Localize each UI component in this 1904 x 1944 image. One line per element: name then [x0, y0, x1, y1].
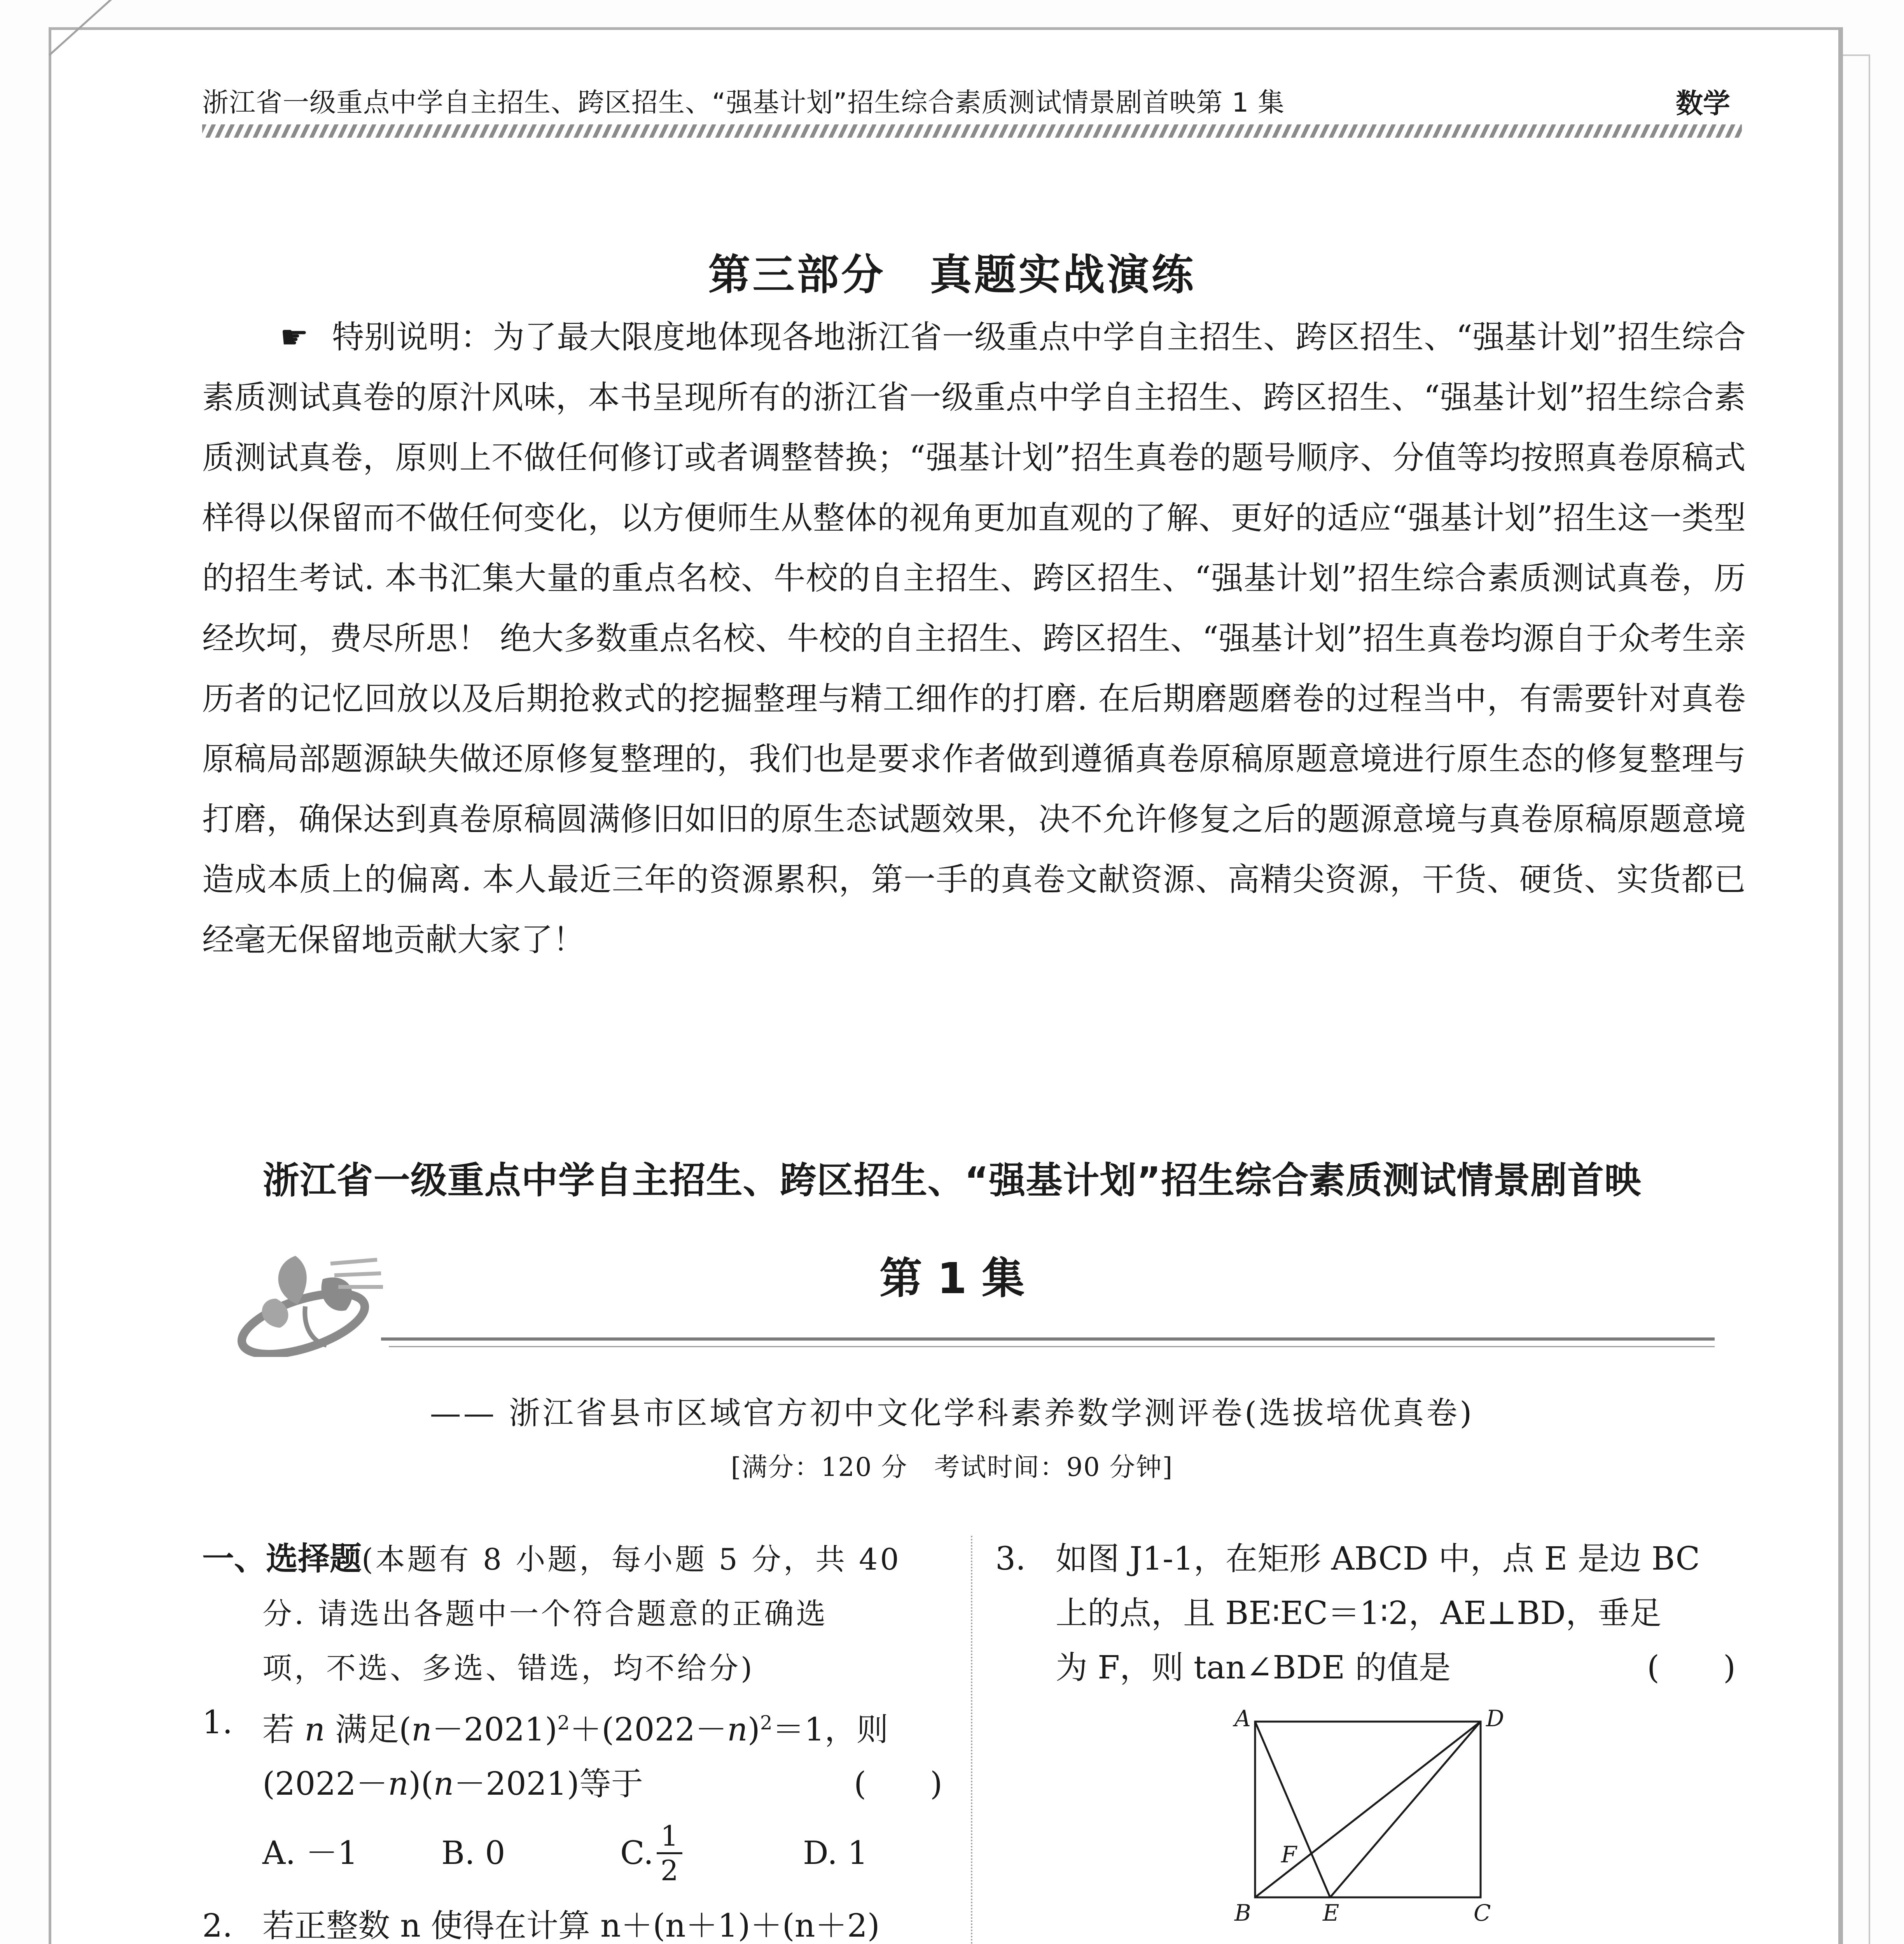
series-title: 浙江省一级重点中学自主招生、跨区招生、“强基计划”招生综合素质测试情景剧首映 [262, 1159, 1642, 1202]
special-note-text: 特别说明：为了最大限度地体现各地浙江省一级重点中学自主招生、跨区招生、“强基计划”招生综合素质测试真卷的原汁风味，本书呈现所有的浙江省一级重点中学自主招生、跨区招生、“强基计划”招生综合素质测试真卷，原则上不做任何修订或者调整替换；“强基计划”招生真卷的题号顺序、分值等均按照真卷原稿式样得以保留而不做任何变化，以方便师生从整体的视角更加直观的了解、更好的适应“强基计划”招生这一类型的招生考试. 本书汇集大量的重点名校、牛校的自主招生、跨区招生、“强基计划”招生综合素质测试真卷，历经坎坷，费尽所思！ 绝大多数重点名校、牛校的自主招生、跨区招生、“强基计划”招生真卷均源自于众考生亲历者的记忆回放以及后期抢救式的挖掘整理与精工细作的打磨. 在后期磨题磨卷的过程当中，有需要针对真卷原稿局部题源缺失做还原修复整理的，我们也是要求作者做到遵循真卷原稿原题意境进行原生态的修复整理与打磨，确保达到真卷原稿圆满修旧如旧的原生态试题效果，决不允许修复之后的题源意境与真卷原稿原题意境造成本质上的偏离. 本人最近三年的资源累积，第一手的真卷文献资源、高精尖资源，干货、硬货、实货都已经毫无保留地贡献大家了！ [202, 319, 1746, 958]
q1-exponent: 2 [760, 1711, 773, 1734]
exam-info: [满分：120 分 考试时间：90 分钟] [731, 1452, 1173, 1482]
header-hatch-rule [202, 124, 1742, 138]
question-2 [202, 1899, 949, 1944]
q1-var-n: n [433, 1766, 454, 1803]
q1-text: 满足( [325, 1711, 411, 1748]
figure-j1-1 [995, 1695, 1742, 1944]
pointing-hand-icon: ☛ [280, 319, 309, 356]
label-a: A [1234, 1705, 1251, 1732]
option-label: C. [620, 1834, 654, 1872]
question-1-options [202, 1811, 949, 1895]
question-number: 2. [202, 1907, 233, 1944]
title-rule [381, 1337, 1715, 1341]
option-d[interactable]: D. 1 [803, 1834, 868, 1872]
question-2-line: 若正整数 n 使得在计算 n＋(n＋1)＋(n＋2) [262, 1907, 880, 1944]
exam-subtitle: —— 浙江省县市区域官方初中文化学科素养数学测评卷(选拔培优真卷) [430, 1395, 1474, 1431]
label-b: B [1234, 1900, 1251, 1926]
q1-text: 若 [262, 1711, 305, 1748]
label-c: C [1474, 1900, 1491, 1926]
answer-blank[interactable]: ( ) [854, 1766, 942, 1803]
q1-exponent: 2 [557, 1711, 570, 1734]
section-desc-line1: (本题有 8 小题，每小题 5 分，共 40 [362, 1542, 901, 1577]
q1-text: ) [747, 1711, 760, 1748]
question-3-line: 如图 J1-1，在矩形 ABCD 中，点 E 是边 BC [1056, 1540, 1700, 1577]
option-b[interactable]: B. 0 [441, 1834, 505, 1872]
fraction-numerator: 1 [657, 1822, 682, 1854]
question-3-line: 上的点，且 BE∶EC＝1∶2，AE⊥BD，垂足 [1056, 1595, 1661, 1632]
column-divider [971, 1536, 972, 1944]
question-3-line-last [1056, 1641, 1742, 1695]
q1-text: －2021)等于 [454, 1766, 643, 1803]
running-header-title: 浙江省一级重点中学自主招生、跨区招生、“强基计划”招生综合素质测试情景剧首映第 1 集 [202, 87, 1285, 118]
section-desc-line3: 项，不选、多选、错选，均不给分) [262, 1651, 755, 1685]
question-3-line: 为 F，则 tan∠BDE 的值是 [1056, 1649, 1451, 1686]
label-e: E [1323, 1900, 1339, 1926]
section-desc-line2: 分. 请选出各题中一个符合题意的正确选 [262, 1596, 828, 1631]
option-c[interactable] [620, 1822, 803, 1885]
rectangle-abcd-diagram [995, 1699, 1742, 1940]
question-number: 1. [202, 1704, 233, 1741]
label-f: F [1281, 1841, 1297, 1868]
question-number: 3. [995, 1540, 1026, 1577]
question-3 [995, 1532, 1742, 1695]
q1-var-n: n [727, 1711, 748, 1748]
segment-de [1330, 1722, 1481, 1897]
running-header-subject: 数学 [1676, 87, 1730, 119]
q1-text: )( [408, 1766, 434, 1803]
question-1-line2 [262, 1757, 949, 1811]
q1-var-n: n [388, 1766, 409, 1803]
q1-text: (2022－ [262, 1766, 388, 1803]
part-title: 第三部分 真题实战演练 [708, 250, 1196, 299]
fraction-denominator: 2 [660, 1854, 678, 1887]
segment-ae [1255, 1722, 1330, 1897]
question-1 [202, 1696, 949, 1811]
figure-caption [995, 1936, 1742, 1944]
segment-bd [1255, 1722, 1481, 1897]
right-column [995, 1532, 1742, 1944]
question-1-line1 [262, 1696, 949, 1757]
section-title: 一、选择题 [202, 1540, 362, 1577]
episode-title: 第 1 集 [879, 1253, 1025, 1303]
section-header [202, 1532, 949, 1587]
label-d: D [1486, 1705, 1504, 1732]
left-column [202, 1532, 949, 1944]
answer-blank[interactable]: ( ) [1647, 1649, 1736, 1686]
special-note [202, 307, 1746, 970]
fraction [657, 1822, 682, 1885]
title-rule-thin [389, 1346, 1715, 1347]
q1-var-n: n [411, 1711, 432, 1748]
q1-text: ＋(2022－ [570, 1711, 727, 1748]
q1-var-n: n [304, 1711, 325, 1748]
option-a[interactable]: A. －1 [262, 1834, 358, 1872]
q1-text: －2021) [432, 1711, 558, 1748]
q1-text: ＝1，则 [772, 1711, 888, 1748]
